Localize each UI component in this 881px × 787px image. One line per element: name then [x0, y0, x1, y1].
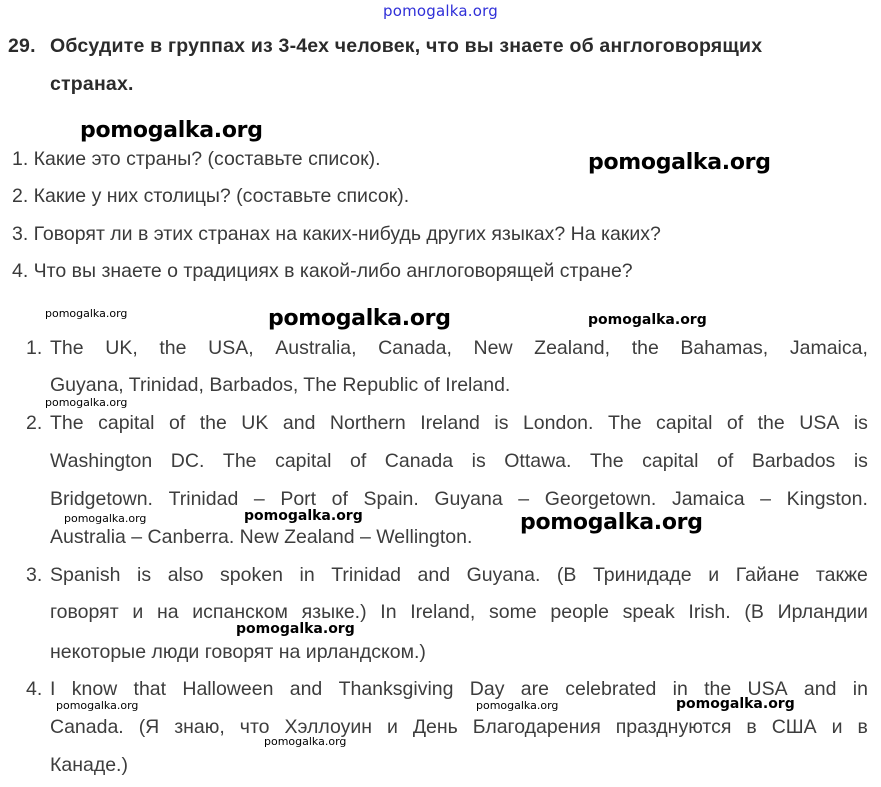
- word: Canada: [384, 450, 454, 472]
- word: capital: [642, 450, 699, 472]
- word: Bridgetown.: [50, 488, 153, 510]
- word: в: [746, 716, 757, 738]
- word: Тринидаде: [592, 564, 692, 586]
- word: In: [380, 601, 397, 623]
- word: Georgetown.: [544, 488, 657, 510]
- answer-2-line-3: [50, 488, 868, 511]
- word: Day: [469, 678, 505, 700]
- word: и: [831, 716, 843, 738]
- word: Гайане: [735, 564, 800, 586]
- watermark-text: pomogalka.org: [45, 396, 128, 409]
- word: are: [520, 678, 549, 700]
- watermark-text: pomogalka.org: [520, 510, 703, 535]
- word: and: [289, 678, 323, 700]
- word: and: [417, 564, 451, 586]
- word: Spain.: [363, 488, 419, 510]
- word: языке.): [301, 601, 367, 623]
- task-title-line-1: Обсудите в группах из 3-4ех человек, что вы знаете об англоговорящих: [50, 35, 763, 57]
- word: Canada,: [378, 337, 452, 359]
- word: Благодарения: [472, 716, 601, 738]
- word: Guyana: [434, 488, 503, 510]
- watermark-text: pomogalka.org: [264, 735, 347, 748]
- word: capital: [98, 412, 155, 434]
- word: Halloween: [182, 678, 274, 700]
- answer-1-line-1: [50, 337, 868, 360]
- watermark-text: pomogalka.org: [244, 508, 363, 524]
- answer-1-number: 1.: [26, 337, 43, 359]
- word: spoken: [220, 564, 283, 586]
- watermark-text: pomogalka.org: [676, 696, 795, 712]
- word: –: [253, 488, 265, 510]
- word: is: [853, 450, 868, 472]
- word: the: [159, 337, 187, 359]
- watermark-text: pomogalka.org: [236, 621, 355, 637]
- word: также: [815, 564, 868, 586]
- word: –: [760, 488, 771, 510]
- task-number: 29.: [8, 35, 36, 57]
- word: people: [550, 601, 609, 623]
- word: know: [71, 678, 118, 700]
- word: USA,: [208, 337, 254, 359]
- word: The: [607, 412, 642, 434]
- word: Thanksgiving: [338, 678, 454, 700]
- word: in: [299, 564, 315, 586]
- word: знаю,: [174, 716, 225, 738]
- word: is: [853, 412, 868, 434]
- word: The: [589, 450, 624, 472]
- word: is: [471, 450, 486, 472]
- word: is: [494, 412, 509, 434]
- word: USA: [799, 412, 840, 434]
- word: Barbados: [751, 450, 836, 472]
- word: The: [50, 337, 84, 359]
- word: (В: [744, 601, 764, 623]
- word: что: [239, 716, 270, 738]
- word: the: [199, 412, 227, 434]
- word: that: [133, 678, 167, 700]
- word: Jamaica,: [789, 337, 868, 359]
- word: is: [137, 564, 152, 586]
- word: of: [349, 450, 367, 472]
- word: DC.: [170, 450, 205, 472]
- word: испанском: [192, 601, 288, 623]
- word: The: [50, 412, 84, 434]
- word: UK: [241, 412, 269, 434]
- word: capital: [656, 412, 713, 434]
- word: Jamaica: [671, 488, 745, 510]
- word: New: [473, 337, 513, 359]
- word: говорят: [50, 601, 119, 623]
- word: the: [704, 678, 732, 700]
- word: на: [156, 601, 179, 623]
- word: in: [672, 678, 688, 700]
- word: Kingston.: [786, 488, 868, 510]
- word: USA: [747, 678, 788, 700]
- answer-2-line-1: [50, 412, 868, 435]
- word: some: [489, 601, 537, 623]
- answer-3-number: 3.: [26, 564, 43, 586]
- question-2: 2. Какие у них столицы? (составьте список).: [12, 185, 410, 207]
- top-watermark: pomogalka.org: [383, 2, 498, 20]
- word: speak: [622, 601, 675, 623]
- answer-2-number: 2.: [26, 412, 43, 434]
- word: США: [771, 716, 817, 738]
- task-title-line-2: странах.: [50, 73, 134, 95]
- word: –: [518, 488, 530, 510]
- watermark-text: pomogalka.org: [476, 699, 559, 712]
- answer-2-line-4: Australia – Canberra. New Zealand – Wellington.: [50, 526, 473, 548]
- word: Irish.: [688, 601, 731, 623]
- word: Ottawa.: [504, 450, 572, 472]
- answer-3-line-2: [50, 601, 868, 624]
- word: and: [282, 412, 316, 434]
- word: (В: [556, 564, 577, 586]
- word: Port: [280, 488, 317, 510]
- word: the: [631, 337, 659, 359]
- word: celebrated: [565, 678, 657, 700]
- watermark-text: pomogalka.org: [268, 306, 451, 331]
- watermark-text: pomogalka.org: [588, 150, 771, 175]
- word: UK,: [105, 337, 138, 359]
- word: Guyana.: [466, 564, 541, 586]
- watermark-text: pomogalka.org: [56, 699, 139, 712]
- word: and: [803, 678, 837, 700]
- word: Bahamas,: [680, 337, 769, 359]
- answer-3-line-3: некоторые люди говорят на ирландском.): [50, 641, 426, 663]
- word: Northern: [329, 412, 406, 434]
- word: (Я: [138, 716, 160, 738]
- answer-2-line-2: [50, 450, 868, 473]
- word: Zealand,: [534, 337, 611, 359]
- word: in: [852, 678, 868, 700]
- watermark-text: pomogalka.org: [64, 512, 147, 525]
- word: Canada.: [50, 716, 124, 738]
- word: Spanish: [50, 564, 121, 586]
- word: Ireland,: [410, 601, 476, 623]
- word: The: [222, 450, 257, 472]
- word: of: [168, 412, 186, 434]
- word: London.: [522, 412, 594, 434]
- word: Trinidad: [331, 564, 401, 586]
- answer-1-line-2: Guyana, Trinidad, Barbados, The Republic of Ireland.: [50, 374, 511, 396]
- watermark-text: pomogalka.org: [80, 118, 263, 143]
- word: of: [717, 450, 734, 472]
- answer-4-number: 4.: [26, 678, 43, 700]
- word: в: [857, 716, 868, 738]
- word: of: [726, 412, 744, 434]
- question-3: 3. Говорят ли в этих странах на каких-нибудь других языках? На каких?: [12, 223, 661, 245]
- word: и: [132, 601, 144, 623]
- word: Хэллоуин: [284, 716, 372, 738]
- word: Washington: [50, 450, 153, 472]
- watermark-text: pomogalka.org: [45, 307, 128, 320]
- word: Ireland: [420, 412, 480, 434]
- question-4: 4. Что вы знаете о традициях в какой-либо англоговорящей стране?: [12, 260, 633, 282]
- word: День: [412, 716, 458, 738]
- question-1: 1. Какие это страны? (составьте список).: [12, 148, 381, 170]
- answer-3-line-1: [50, 564, 868, 587]
- word: of: [331, 488, 348, 510]
- word: и: [386, 716, 398, 738]
- word: capital: [275, 450, 332, 472]
- answer-4-line-3: Канаде.): [50, 754, 128, 776]
- word: и: [708, 564, 720, 586]
- word: also: [167, 564, 204, 586]
- word: празднуются: [615, 716, 732, 738]
- word: Trinidad: [168, 488, 239, 510]
- watermark-text: pomogalka.org: [588, 312, 707, 328]
- answer-4-line-2: [50, 716, 868, 739]
- word: Ирландии: [777, 601, 868, 623]
- word: the: [757, 412, 785, 434]
- word: I: [50, 678, 56, 700]
- word: Australia,: [275, 337, 357, 359]
